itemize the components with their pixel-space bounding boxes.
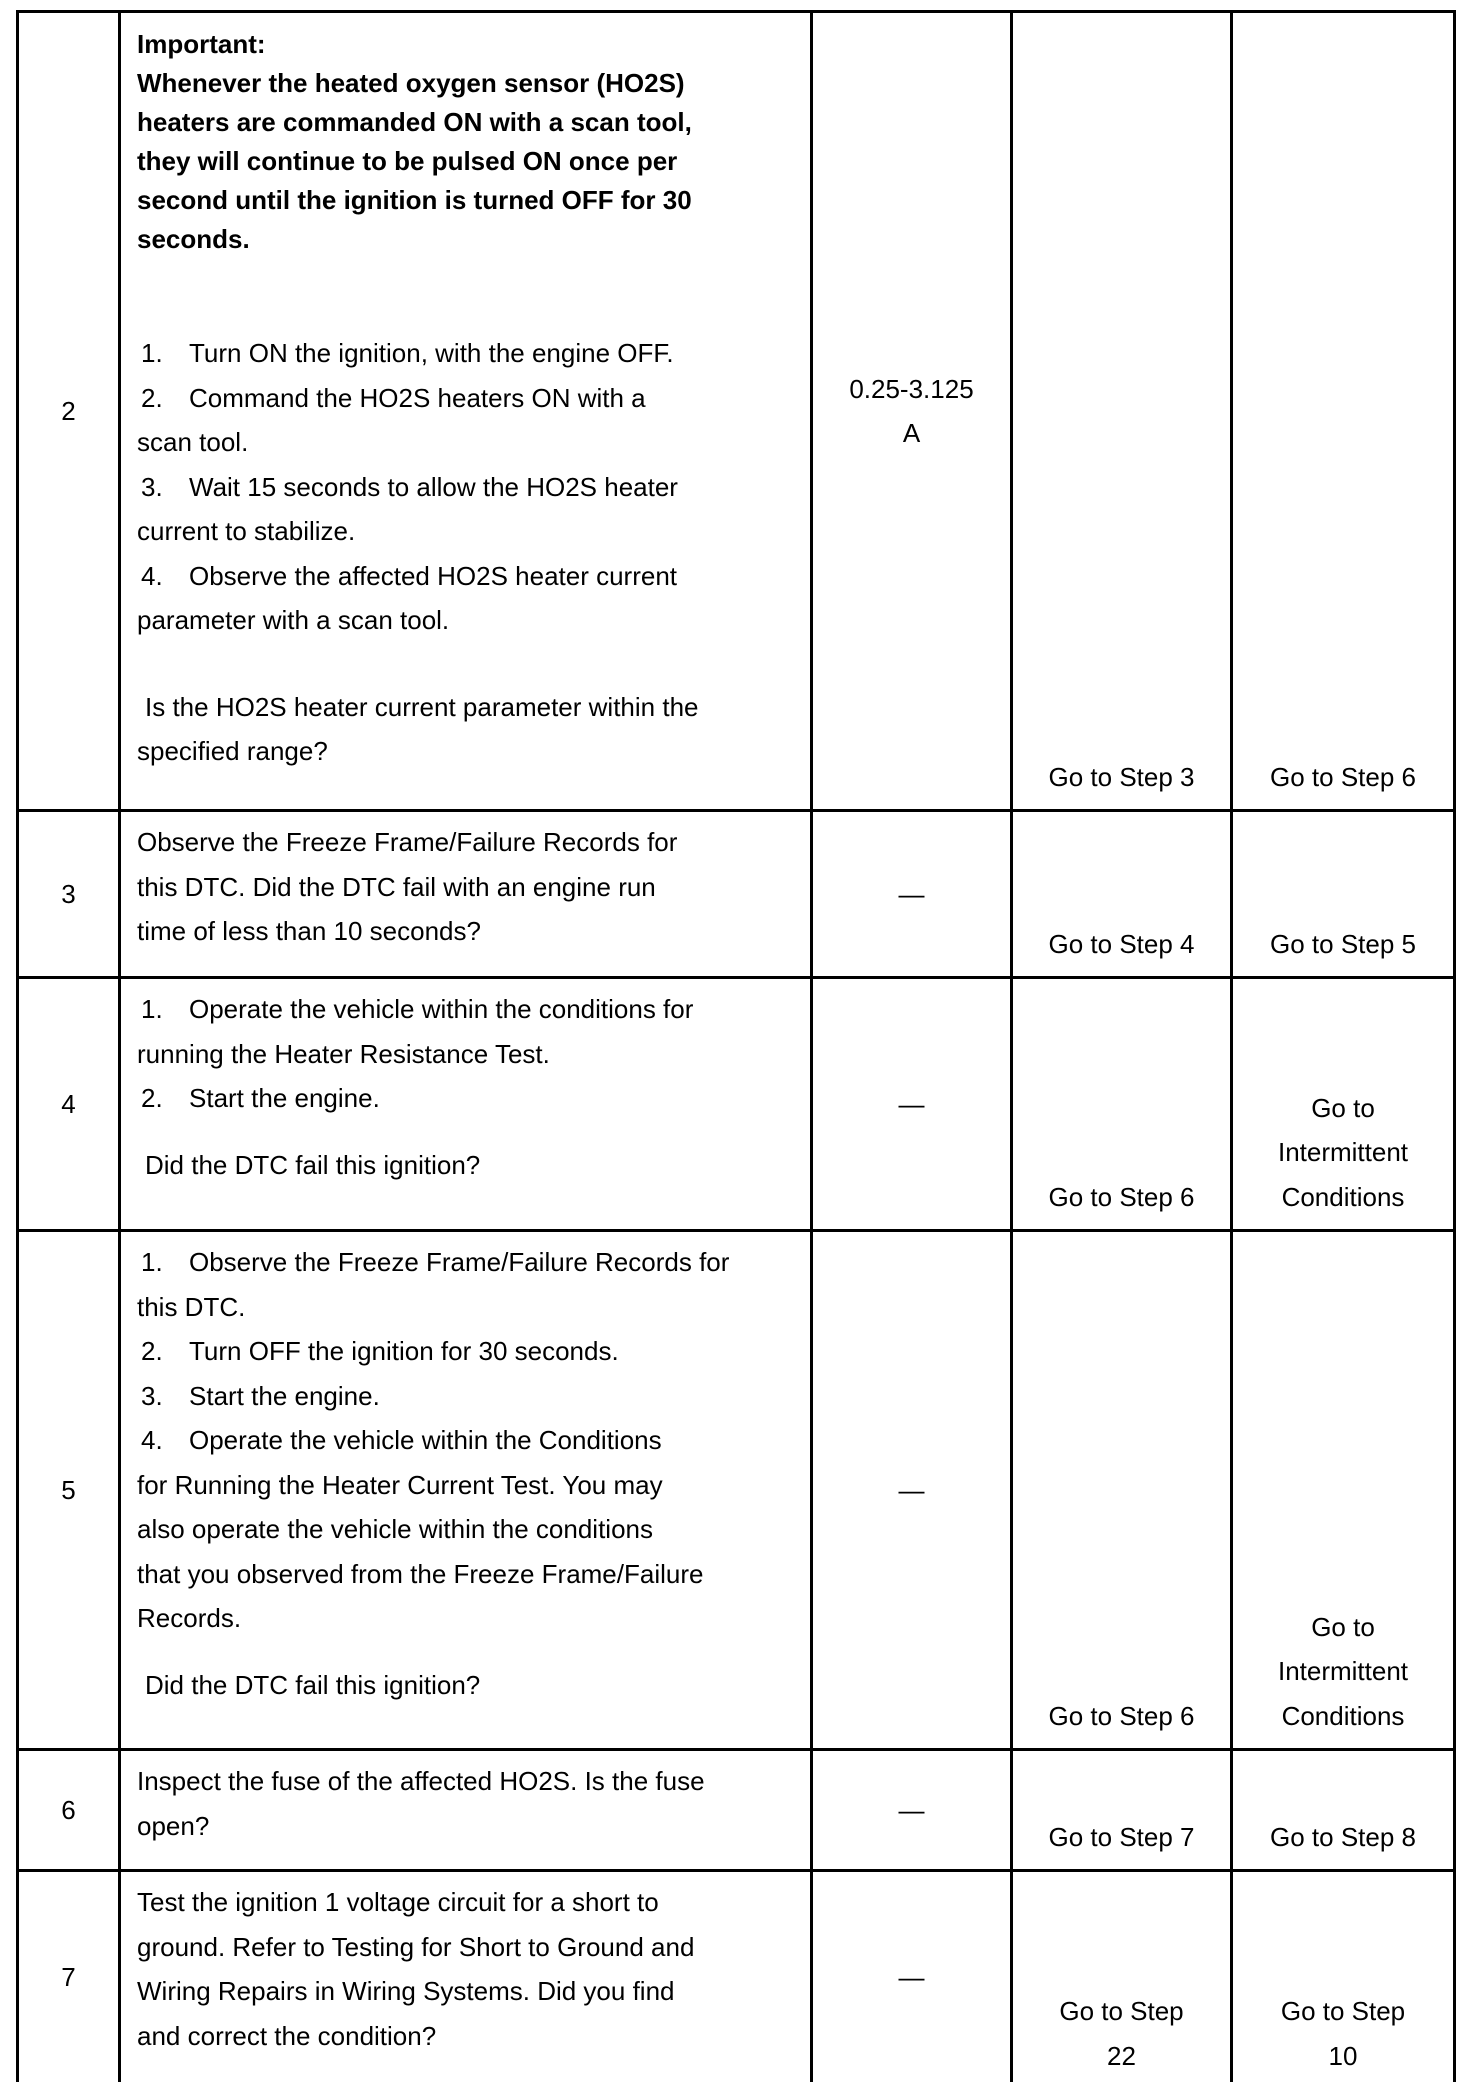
list-item: 1. Operate the vehicle within the conditions for running the Heater Resistance Test. [137, 987, 794, 1076]
list-item: 3. Start the engine. [137, 1374, 794, 1419]
action-cell [120, 978, 812, 1231]
list-item: 4. Observe the affected HO2S heater current parameter with a scan tool. [137, 554, 794, 643]
table-row [18, 978, 1455, 1231]
no-cell: Go to Step 10 [1232, 1871, 1455, 2082]
value-cell: — [812, 1871, 1012, 2082]
value-cell: — [812, 978, 1012, 1231]
step-number: 7 [18, 1871, 120, 2082]
value-cell: — [812, 811, 1012, 978]
action-steps [137, 1240, 794, 1641]
question: Did the DTC fail this ignition? [137, 1663, 794, 1708]
action-cell: Test the ignition 1 voltage circuit for a short to ground. Refer to Testing for Short to Ground and Wiring Repairs in Wiring Systems. Did you find and correct the condition? [120, 1871, 812, 2082]
step-number: 5 [18, 1231, 120, 1750]
action-steps [137, 987, 794, 1121]
action-steps [137, 331, 794, 643]
yes-cell: Go to Step 6 [1012, 978, 1232, 1231]
list-item: 2. Command the HO2S heaters ON with a scan tool. [137, 376, 794, 465]
no-cell: Go to Step 8 [1232, 1750, 1455, 1871]
value-cell: — [812, 1231, 1012, 1750]
yes-cell: Go to Step 3 [1012, 12, 1232, 811]
list-item: 2. Turn OFF the ignition for 30 seconds. [137, 1329, 794, 1374]
step-number: 3 [18, 811, 120, 978]
list-item: 1. Observe the Freeze Frame/Failure Records for this DTC. [137, 1240, 794, 1329]
yes-cell: Go to Step 4 [1012, 811, 1232, 978]
table-row [18, 1750, 1455, 1871]
no-cell: Go to Step 5 [1232, 811, 1455, 978]
table-row [18, 1231, 1455, 1750]
question: Did the DTC fail this ignition? [137, 1143, 794, 1188]
diagnostic-table [16, 10, 1456, 2082]
no-cell: Go to Step 6 [1232, 12, 1455, 811]
yes-cell: Go to Step 22 [1012, 1871, 1232, 2082]
action-cell: Important: Whenever the heated oxygen sensor (HO2S) heaters are commanded ON with a scan tool, they will continue to be pulsed ON once per second until the ignition is turned OFF for 30 seconds. 1. Turn ON the ignition, with the engine OFF. 2. Command the HO2S heaters ON with a scan tool. 3. Wait 15 seconds to allow the HO2S heater current to stabilize. 4. Observe the affected HO2S heater current parameter with a scan tool. Is the HO2S heater current parameter within the specified range? [120, 12, 812, 811]
action-cell: Observe the Freeze Frame/Failure Records for this DTC. Did the DTC fail with an engine run time of less than 10 seconds? [120, 811, 812, 978]
list-item: 1. Turn ON the ignition, with the engine OFF. [137, 331, 794, 376]
value-cell: 0.25-3.125 A [812, 12, 1012, 811]
action-cell: Inspect the fuse of the affected HO2S. Is the fuse open? [120, 1750, 812, 1871]
table-row [18, 1871, 1455, 2082]
table-row [18, 811, 1455, 978]
no-cell: Go to Intermittent Conditions [1232, 1231, 1455, 1750]
yes-cell: Go to Step 7 [1012, 1750, 1232, 1871]
no-cell: Go to Intermittent Conditions [1232, 978, 1455, 1231]
list-item: 4. Operate the vehicle within the Conditions for Running the Heater Current Test. You may also operate the vehicle within the conditions that you observed from the Freeze Frame/Failure Records. [137, 1418, 794, 1641]
value-cell: — [812, 1750, 1012, 1871]
yes-cell: Go to Step 6 [1012, 1231, 1232, 1750]
table-row [18, 12, 1455, 811]
step-number: 4 [18, 978, 120, 1231]
question: Is the HO2S heater current parameter within the [137, 685, 794, 730]
step-number: 2 [18, 12, 120, 811]
list-item: 3. Wait 15 seconds to allow the HO2S heater current to stabilize. [137, 465, 794, 554]
action-cell [120, 1231, 812, 1750]
important-note: Important: Whenever the heated oxygen sensor (HO2S) heaters are commanded ON with a scan tool, they will continue to be pulsed ON once per second until the ignition is turned OFF for 30 seconds. [137, 21, 794, 259]
list-item: 2. Start the engine. [137, 1076, 794, 1121]
step-number: 6 [18, 1750, 120, 1871]
